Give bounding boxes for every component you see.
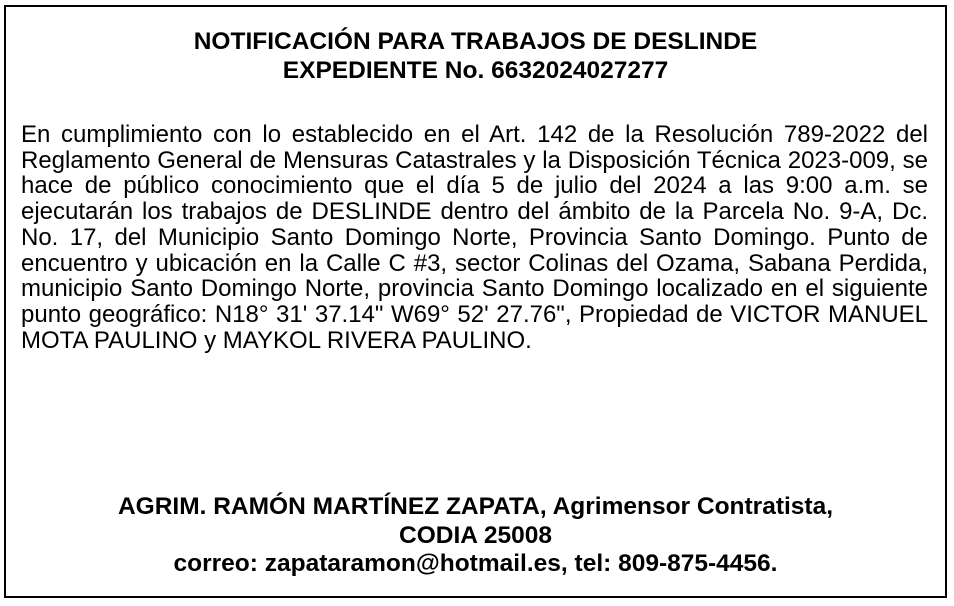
codia-number: CODIA 25008 — [399, 521, 552, 549]
expediente-number: EXPEDIENTE No. 6632024027277 — [282, 57, 669, 84]
signer-name: AGRIM. RAMÓN MARTÍNEZ ZAPATA, Agrimensor Contratista, — [117, 493, 834, 520]
contact-info: correo: zapataramon@hotmail.es, tel: 809-875-4456. — [173, 550, 778, 577]
notice-header — [6, 27, 945, 85]
notice-body: En cumplimiento con lo establecido en el Art. 142 de la Resolución 789-2022 del Reglamento General de Mensuras Catastrales y la Disposición Técnica 2023-009, se hace de público conocimiento que el día 5 de julio del 2024 a las 9:00 a.m. se ejecutarán los trabajos de DESLINDE dentro del ámbito de la Parcela No. 9-A, Dc. No. 17, del Municipio Santo Domingo Norte, Provincia Santo Domingo. Punto de encuentro y ubicación en la Calle C #3, sector Colinas del Ozama, Sabana Perdida, municipio Santo Domingo Norte, provincia Santo Domingo localizado en el siguiente punto geográfico: N18° 31' 37.14" W69° 52' 27.76", Propiedad de VICTOR MANUEL MOTA PAULINO y MAYKOL RIVERA PAULINO. — [21, 121, 928, 354]
notice-signature — [6, 493, 945, 579]
notice-title: NOTIFICACIÓN PARA TRABAJOS DE DESLINDE — [193, 28, 758, 55]
notice-box — [4, 5, 947, 598]
